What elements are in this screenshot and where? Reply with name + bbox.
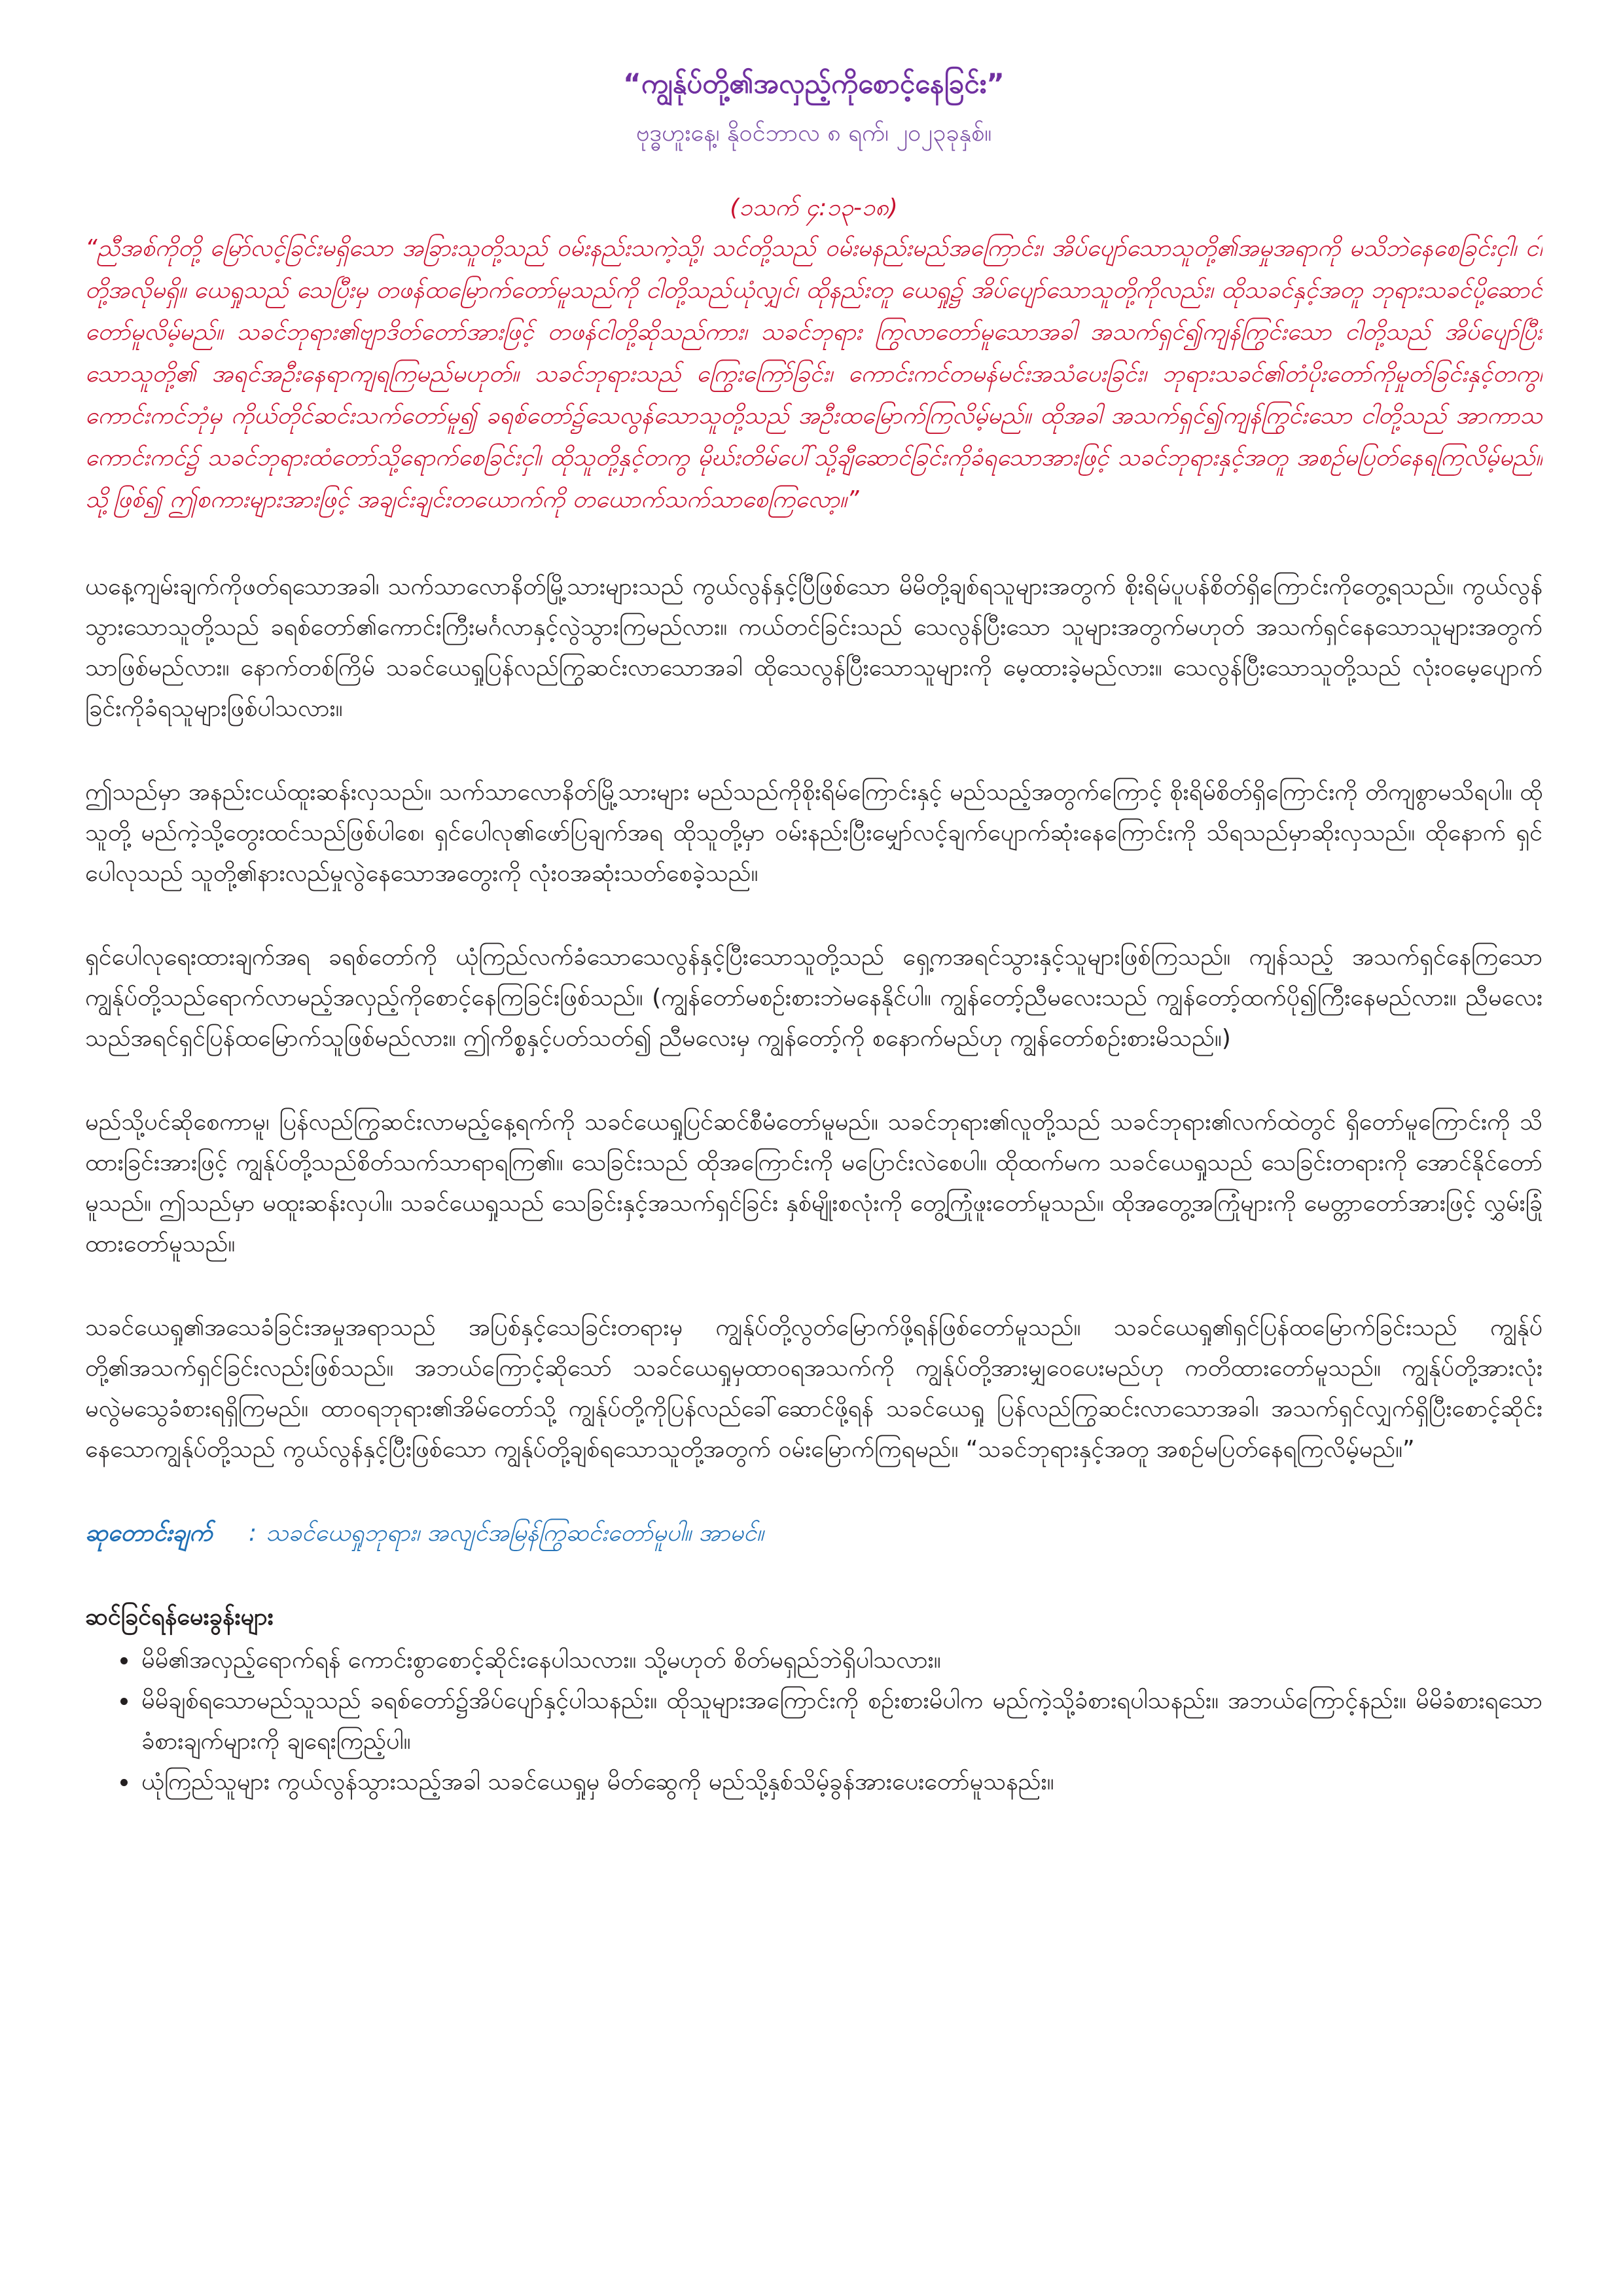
prayer-line	[85, 1513, 1543, 1554]
prayer-text: သခင်ယေရှုဘုရား၊ အလျင်အမြန်ကြွဆင်းတော်မူပါ။ အာမင်။	[266, 1520, 764, 1547]
page-title: “ကျွန်ုပ်တို့၏အလှည့်ကိုစောင့်နေခြင်း”	[623, 67, 1005, 99]
prayer-separator: :	[249, 1520, 257, 1547]
questions-heading: ဆင်ခြင်ရန်မေးခွန်းများ	[85, 1604, 274, 1630]
body-paragraph-3: ရှင်ပေါလုရေးထားချက်အရ ခရစ်တော်ကို ယုံကြည်လက်ခံသောသေလွန်နှင့်ပြီးသောသူတို့သည် ရှေ့ကအရင်သွားနှင့်သူများဖြစ်ကြသည်။ ကျန်သည့် အသက်ရှင်နေကြသော ကျွန်ုပ်တို့သည်ရောက်လာမည့်အလှည့်ကိုစောင့်နေကြခြင်းဖြစ်သည်။ (ကျွန်တော်မစဉ်းစားဘဲမနေနိုင်ပါ။ ကျွန်တော့်ညီမလေးသည် ကျွန်တော့်ထက်ပို၍ကြီးနေမည်လား။ ညီမလေးသည်အရင်ရှင်ပြန်ထမြောက်သူဖြစ်မည်လား။ ဤကိစ္စနှင့်ပတ်သတ်၍ ညီမလေးမှ ကျွန်တော့်ကို စနောက်မည်ဟု ကျွန်တော်စဉ်းစားမိသည်။)	[85, 944, 1543, 1052]
questions-list	[85, 1640, 1543, 1803]
body-paragraph-2: ဤသည်မှာ အနည်းငယ်ထူးဆန်းလှသည်။ သက်သာလောနိတ်မြို့သားများ မည်သည်ကိုစိုးရိမ်ကြောင်းနှင့် မည်သည့်အတွက်ကြောင့် စိုးရိမ်စိတ်ရှိကြောင်းကို တိကျစွာမသိရပါ။ ထိုသူတို့ မည်ကဲ့သို့တွေးထင်သည်ဖြစ်ပါစေ၊ ရှင်ပေါလု၏ဖော်ပြချက်အရ ထိုသူတို့မှာ ဝမ်းနည်းပြီးမျှော်လင့်ချက်ပျောက်ဆုံးနေကြောင်းကို သိရသည်မှာဆိုးလှသည်။ ထိုနောက် ရှင်ပေါလုသည် သူတို့၏နားလည်မှုလွဲနေသောအတွေးကို လုံးဝအဆုံးသတ်စေခဲ့သည်။	[85, 779, 1543, 887]
devotion-date: ဗုဒ္ဓဟူးနေ့၊ နိုဝင်ဘာလ ၈ ရက်၊ ၂၀၂၃ခုနှစ်။	[635, 120, 992, 147]
scripture-passage: “ညီအစ်ကိုတို့ မြော်လင့်ခြင်းမရှိသော အခြားသူတို့သည် ဝမ်းနည်းသကဲ့သို့၊ သင်တို့သည် ဝမ်းမနည်းမည်အကြောင်း၊ အိပ်ပျော်သောသူတို့၏အမှုအရာကို မသိဘဲနေစေခြင်းငှါ၊ ငါတို့အလိုမရှိ။ ယေရှုသည် သေပြီးမှ တဖန်ထမြောက်တော်မူသည်ကို ငါတို့သည်ယုံလျှင်၊ ထိုနည်းတူ ယေရှု၌ အိပ်ပျော်သောသူတို့ကိုလည်း၊ ထိုသခင်နှင့်အတူ ဘုရားသခင်ပို့ဆောင်တော်မူလိမ့်မည်။ သခင်ဘုရား၏ဗျာဒိတ်တော်အားဖြင့် တဖန်ငါတို့ဆိုသည်ကား၊ သခင်ဘုရား ကြွလာတော်မူသောအခါ အသက်ရှင်၍ကျန်ကြွင်းသော ငါတို့သည် အိပ်ပျော်ပြီးသောသူတို့၏ အရင်အဦးနေရာကျရကြမည်မဟုတ်။ သခင်ဘုရားသည် ကြွေးကြော်ခြင်း၊ ကောင်းကင်တမန်မင်းအသံပေးခြင်း၊ ဘုရားသခင်၏တံပိုးတော်ကိုမှုတ်ခြင်းနှင့်တကွ၊ ကောင်းကင်ဘုံမှ ကိုယ်တိုင်ဆင်းသက်တော်မူ၍ ခရစ်တော်၌သေလွန်သောသူတို့သည် အဦးထမြောက်ကြလိမ့်မည်။ ထိုအခါ အသက်ရှင်၍ကျန်ကြွင်းသော ငါတို့သည် အာကာသကောင်းကင်၌ သခင်ဘုရားထံတော်သို့ရောက်စေခြင်းငှါ၊ ထိုသူတို့နှင့်တကွ မိုဃ်းတိမ်ပေါ်သို့ချီဆောင်ခြင်းကိုခံရသောအားဖြင့် သခင်ဘုရားနှင့်အတူ အစဉ်မပြတ်နေရကြလိမ့်မည်။ သို့ဖြစ်၍ ဤစကားများအားဖြင့် အချင်းချင်းတယောက်ကို တယောက်သက်သာစေကြလော့။”	[85, 235, 1543, 513]
question-item-3: • ယုံကြည်သူများ ကွယ်လွန်သွားသည့်အခါ သခင်ယေရှုမှ မိတ်ဆွေကို မည်သို့နှစ်သိမ့်ခွန်အားပေးတော်မူသနည်း။	[139, 1762, 1543, 1803]
scripture-reference: (၁သက် ၄:၁၃-၁၈)	[730, 194, 898, 221]
body-paragraph-1: ယနေ့ကျမ်းချက်ကိုဖတ်ရသောအခါ၊ သက်သာလောနိတ်မြို့သားများသည် ကွယ်လွန်နှင့်ပြီဖြစ်သော မိမိတို့ချစ်ရသူများအတွက် စိုးရိမ်ပူပန်စိတ်ရှိကြောင်းကိုတွေ့ရသည်။ ကွယ်လွန်သွားသောသူတို့သည် ခရစ်တော်၏ကောင်းကြီးမင်္ဂလာနှင့်လွဲသွားကြမည်လား။ ကယ်တင်ခြင်းသည် သေလွန်ပြီးသော သူများအတွက်မဟုတ် အသက်ရှင်နေသောသူများအတွက်သာဖြစ်မည်လား။ နောက်တစ်ကြိမ် သခင်ယေရှုပြန်လည်ကြွဆင်းလာသောအခါ ထိုသေလွန်ပြီးသောသူများကို မေ့ထားခဲ့မည်လား။ သေလွန်ပြီးသောသူတို့သည် လုံးဝမေ့ပျောက်ခြင်းကိုခံရသူများဖြစ်ပါသလား။	[85, 573, 1543, 722]
question-item-1: • မိမိ၏အလှည့်ရောက်ရန် ကောင်းစွာစောင့်ဆိုင်းနေပါသလား။ သို့မဟုတ် စိတ်မရှည်ဘဲရှိပါသလား။	[139, 1640, 1543, 1681]
question-item-2: • မိမိချစ်ရသောမည်သူသည် ခရစ်တော်၌အိပ်ပျော်နှင့်ပါသနည်း။ ထိုသူများအကြောင်းကို စဉ်းစားမိပါက မည်ကဲ့သို့ခံစားရပါသနည်း။ အဘယ်ကြောင့်နည်း။ မိမိခံစားရသောခံစားချက်များကို ချရေးကြည့်ပါ။	[139, 1681, 1543, 1762]
prayer-label: ဆုတောင်းချက်	[85, 1520, 213, 1547]
body-paragraph-4: မည်သို့ပင်ဆိုစေကာမူ၊ ပြန်လည်ကြွဆင်းလာမည့်နေ့ရက်ကို သခင်ယေရှုပြင်ဆင်စီမံတော်မူမည်။ သခင်ဘုရား၏လူတို့သည် သခင်ဘုရား၏လက်ထဲတွင် ရှိတော်မူကြောင်းကို သိထားခြင်းအားဖြင့် ကျွန်ုပ်တို့သည်စိတ်သက်သာရာရကြ၏။ သေခြင်းသည် ထိုအကြောင်းကို မပြောင်းလဲစေပါ။ ထိုထက်မက သခင်ယေရှုသည် သေခြင်းတရားကို အောင်နိုင်တော်မူသည်။ ဤသည်မှာ မထူးဆန်းလှပါ။ သခင်ယေရှုသည် သေခြင်းနှင့်အသက်ရှင်ခြင်း နှစ်မျိုးစလုံးကို တွေ့ကြုံဖူးတော်မူသည်။ ထိုအတွေ့အကြုံများကို မေတ္တာတော်အားဖြင့် လွှမ်းခြုံထားတော်မူသည်။	[85, 1109, 1543, 1257]
document-content	[85, 63, 1543, 1803]
body-paragraph-5: သခင်ယေရှု၏အသေခံခြင်းအမှုအရာသည် အပြစ်နှင့်သေခြင်းတရားမှ ကျွန်ုပ်တို့လွတ်မြောက်ဖို့ရန်ဖြစ်တော်မူသည်။ သခင်ယေရှု၏ရှင်ပြန်ထမြောက်ခြင်းသည် ကျွန်ုပ်တို့၏အသက်ရှင်ခြင်းလည်းဖြစ်သည်။ အဘယ်ကြောင့်ဆိုသော် သခင်ယေရှုမှထာဝရအသက်ကို ကျွန်ုပ်တို့အားမျှဝေပေးမည်ဟု ကတိထားတော်မူသည်။ ကျွန်ုပ်တို့အားလုံး မလွဲမသွေခံစားရရှိကြမည်။ ထာဝရဘုရား၏အိမ်တော်သို့ ကျွန်ုပ်တို့ကိုပြန်လည်ခေါ်ဆောင်ဖို့ရန် သခင်ယေရှု ပြန်လည်ကြွဆင်းလာသောအခါ၊ အသက်ရှင်လျှက်ရှိပြီးစောင့်ဆိုင်းနေသောကျွန်ုပ်တို့သည် ကွယ်လွန်နှင့်ပြီးဖြစ်သော ကျွန်ုပ်တို့ချစ်ရသောသူတို့အတွက် ဝမ်းမြောက်ကြရမည်။ “သခင်ဘုရားနှင့်အတူ အစဉ်မပြတ်နေရကြလိမ့်မည်။”	[85, 1314, 1543, 1463]
